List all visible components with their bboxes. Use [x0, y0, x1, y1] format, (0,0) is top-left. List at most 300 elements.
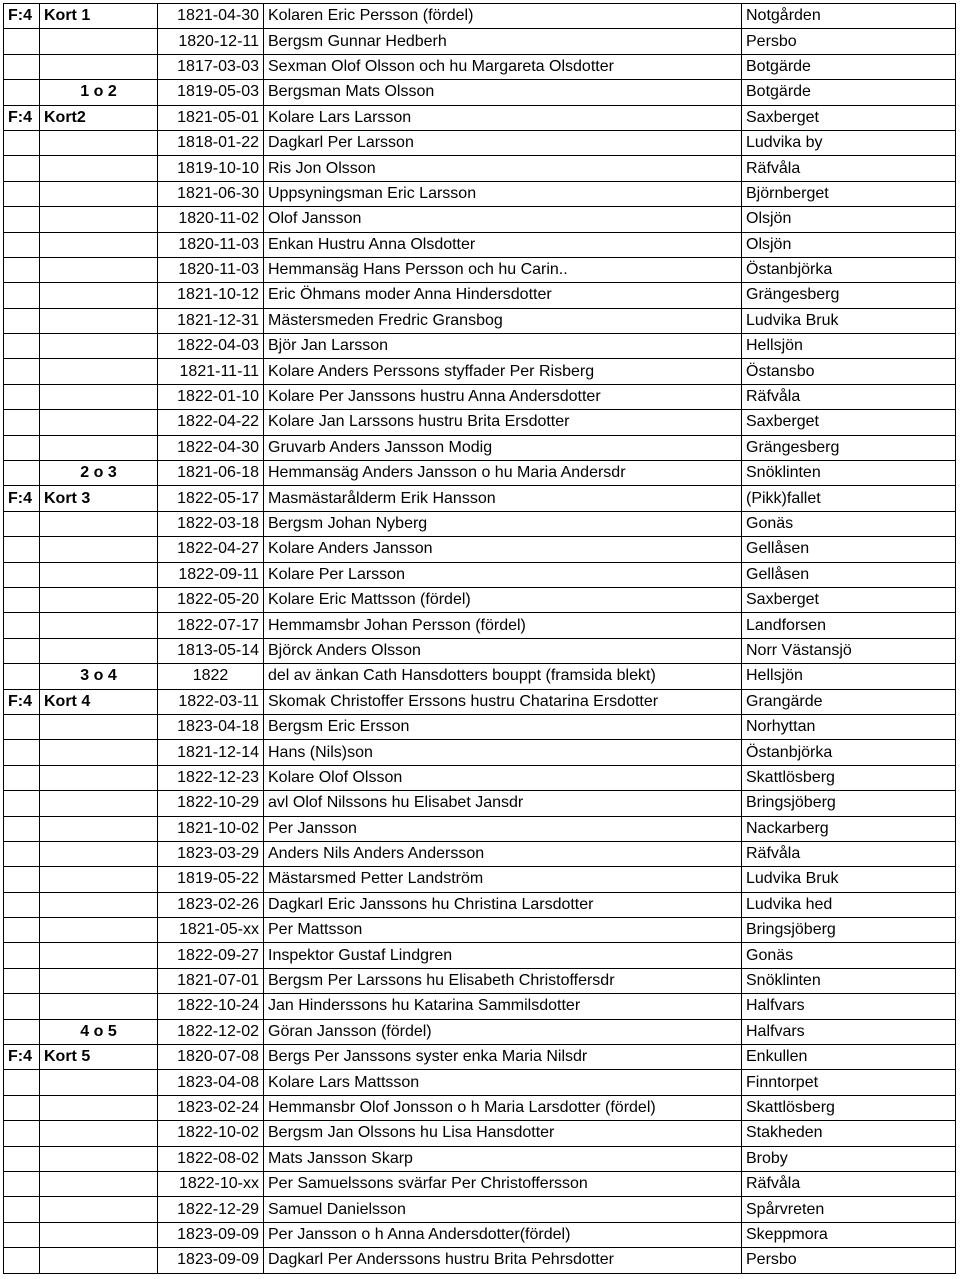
- date-cell: 1822-09-11: [158, 562, 264, 587]
- card-cell: [40, 892, 158, 917]
- place-cell: Spårvreten: [742, 1197, 956, 1222]
- date-cell: 1821-12-14: [158, 740, 264, 765]
- table-row: [4, 181, 956, 206]
- name-cell: Per Jansson o h Anna Andersdotter(fördel): [264, 1222, 742, 1247]
- card-cell: [40, 613, 158, 638]
- table-row: [4, 537, 956, 562]
- card-cell: [40, 435, 158, 460]
- place-cell: Björnberget: [742, 181, 956, 206]
- volume-cell: [4, 435, 40, 460]
- card-cell: [40, 943, 158, 968]
- volume-cell: [4, 511, 40, 536]
- name-cell: Enkan Hustru Anna Olsdotter: [264, 232, 742, 257]
- volume-cell: [4, 816, 40, 841]
- date-cell: 1823-04-08: [158, 1070, 264, 1095]
- place-cell: Ludvika by: [742, 130, 956, 155]
- date-cell: 1823-02-24: [158, 1095, 264, 1120]
- volume-cell: [4, 664, 40, 689]
- place-cell: Landforsen: [742, 613, 956, 638]
- name-cell: Sexman Olof Olsson och hu Margareta Olsdotter: [264, 54, 742, 79]
- table-row: [4, 384, 956, 409]
- table-row: [4, 257, 956, 282]
- table-row: [4, 207, 956, 232]
- volume-cell: [4, 130, 40, 155]
- table-row: [4, 613, 956, 638]
- date-cell: 1821-11-11: [158, 359, 264, 384]
- card-cell: [40, 257, 158, 282]
- place-cell: Skattlösberg: [742, 1095, 956, 1120]
- card-cell: [40, 714, 158, 739]
- table-row: [4, 308, 956, 333]
- name-cell: Per Samuelssons svärfar Per Christoffersson: [264, 1171, 742, 1196]
- date-cell: 1821-10-12: [158, 283, 264, 308]
- name-cell: Gruvarb Anders Jansson Modig: [264, 435, 742, 460]
- date-cell: 1821-06-18: [158, 461, 264, 486]
- place-cell: Grängesberg: [742, 435, 956, 460]
- place-cell: Notgården: [742, 4, 956, 29]
- place-cell: Grängesberg: [742, 283, 956, 308]
- place-cell: Broby: [742, 1146, 956, 1171]
- card-cell: 1 o 2: [40, 80, 158, 105]
- date-cell: 1822-12-29: [158, 1197, 264, 1222]
- place-cell: Stakheden: [742, 1121, 956, 1146]
- volume-cell: [4, 765, 40, 790]
- place-cell: Botgärde: [742, 54, 956, 79]
- name-cell: Bergsm Jan Olssons hu Lisa Hansdotter: [264, 1121, 742, 1146]
- volume-cell: F:4: [4, 4, 40, 29]
- card-cell: Kort 3: [40, 486, 158, 511]
- table-row: [4, 1019, 956, 1044]
- volume-cell: [4, 714, 40, 739]
- volume-cell: [4, 80, 40, 105]
- name-cell: Jan Hinderssons hu Katarina Sammilsdotter: [264, 994, 742, 1019]
- table-row: [4, 54, 956, 79]
- volume-cell: [4, 943, 40, 968]
- date-cell: 1820-07-08: [158, 1045, 264, 1070]
- table-row: [4, 968, 956, 993]
- name-cell: Anders Nils Anders Andersson: [264, 841, 742, 866]
- table-row: [4, 664, 956, 689]
- place-cell: Botgärde: [742, 80, 956, 105]
- name-cell: Uppsyningsman Eric Larsson: [264, 181, 742, 206]
- place-cell: Saxberget: [742, 410, 956, 435]
- place-cell: Grangärde: [742, 689, 956, 714]
- card-cell: Kort2: [40, 105, 158, 130]
- name-cell: Dagkarl Eric Janssons hu Christina Larsdotter: [264, 892, 742, 917]
- table-row: [4, 562, 956, 587]
- date-cell: 1821-05-xx: [158, 918, 264, 943]
- name-cell: Per Jansson: [264, 816, 742, 841]
- place-cell: Gonäs: [742, 943, 956, 968]
- date-cell: 1821-07-01: [158, 968, 264, 993]
- name-cell: Olof Jansson: [264, 207, 742, 232]
- date-cell: 1822-03-11: [158, 689, 264, 714]
- date-cell: 1817-03-03: [158, 54, 264, 79]
- date-cell: 1813-05-14: [158, 638, 264, 663]
- inventory-table-body: [4, 4, 956, 1274]
- date-cell: 1818-01-22: [158, 130, 264, 155]
- date-cell: 1821-06-30: [158, 181, 264, 206]
- volume-cell: [4, 1146, 40, 1171]
- card-cell: [40, 232, 158, 257]
- volume-cell: [4, 918, 40, 943]
- place-cell: Hellsjön: [742, 664, 956, 689]
- date-cell: 1822-10-xx: [158, 1171, 264, 1196]
- card-cell: [40, 816, 158, 841]
- card-cell: [40, 130, 158, 155]
- inventory-table: [3, 3, 956, 1274]
- date-cell: 1820-11-03: [158, 232, 264, 257]
- volume-cell: [4, 1248, 40, 1273]
- date-cell: 1822-10-29: [158, 791, 264, 816]
- volume-cell: [4, 1171, 40, 1196]
- date-cell: 1819-05-22: [158, 867, 264, 892]
- date-cell: 1819-05-03: [158, 80, 264, 105]
- name-cell: Kolare Eric Mattsson (fördel): [264, 587, 742, 612]
- volume-cell: [4, 1197, 40, 1222]
- place-cell: Olsjön: [742, 207, 956, 232]
- card-cell: [40, 994, 158, 1019]
- name-cell: Bergsm Per Larssons hu Elisabeth Christoffersdr: [264, 968, 742, 993]
- date-cell: 1823-09-09: [158, 1248, 264, 1273]
- volume-cell: [4, 334, 40, 359]
- card-cell: [40, 359, 158, 384]
- date-cell: 1822-04-27: [158, 537, 264, 562]
- name-cell: Kolare Per Janssons hustru Anna Andersdotter: [264, 384, 742, 409]
- volume-cell: [4, 29, 40, 54]
- volume-cell: [4, 359, 40, 384]
- volume-cell: [4, 867, 40, 892]
- place-cell: Ludvika hed: [742, 892, 956, 917]
- place-cell: Skattlösberg: [742, 765, 956, 790]
- volume-cell: [4, 994, 40, 1019]
- date-cell: 1823-04-18: [158, 714, 264, 739]
- table-row: [4, 1248, 956, 1273]
- place-cell: Gellåsen: [742, 562, 956, 587]
- card-cell: [40, 918, 158, 943]
- name-cell: Hemmansbr Olof Jonsson o h Maria Larsdotter (fördel): [264, 1095, 742, 1120]
- volume-cell: [4, 1121, 40, 1146]
- volume-cell: [4, 257, 40, 282]
- date-cell: 1822-12-23: [158, 765, 264, 790]
- place-cell: Enkullen: [742, 1045, 956, 1070]
- name-cell: Bergs Per Janssons syster enka Maria Nilsdr: [264, 1045, 742, 1070]
- volume-cell: [4, 638, 40, 663]
- table-row: [4, 892, 956, 917]
- card-cell: [40, 638, 158, 663]
- name-cell: Bergsm Eric Ersson: [264, 714, 742, 739]
- volume-cell: [4, 1019, 40, 1044]
- name-cell: Dagkarl Per Anderssons hustru Brita Pehrsdotter: [264, 1248, 742, 1273]
- table-row: [4, 29, 956, 54]
- place-cell: Persbo: [742, 1248, 956, 1273]
- name-cell: Eric Öhmans moder Anna Hindersdotter: [264, 283, 742, 308]
- table-row: [4, 511, 956, 536]
- table-row: [4, 283, 956, 308]
- table-row: [4, 816, 956, 841]
- table-row: [4, 765, 956, 790]
- card-cell: [40, 511, 158, 536]
- date-cell: 1823-02-26: [158, 892, 264, 917]
- place-cell: Snöklinten: [742, 461, 956, 486]
- place-cell: Räfvåla: [742, 384, 956, 409]
- table-row: [4, 359, 956, 384]
- name-cell: Kolare Anders Perssons styffader Per Risberg: [264, 359, 742, 384]
- card-cell: 4 o 5: [40, 1019, 158, 1044]
- table-row: [4, 232, 956, 257]
- card-cell: [40, 334, 158, 359]
- name-cell: Björ Jan Larsson: [264, 334, 742, 359]
- name-cell: avl Olof Nilssons hu Elisabet Jansdr: [264, 791, 742, 816]
- place-cell: Finntorpet: [742, 1070, 956, 1095]
- volume-cell: [4, 1222, 40, 1247]
- volume-cell: [4, 207, 40, 232]
- date-cell: 1822-10-24: [158, 994, 264, 1019]
- place-cell: Hellsjön: [742, 334, 956, 359]
- date-cell: 1820-12-11: [158, 29, 264, 54]
- place-cell: Skeppmora: [742, 1222, 956, 1247]
- card-cell: [40, 562, 158, 587]
- table-row: [4, 994, 956, 1019]
- volume-cell: [4, 587, 40, 612]
- name-cell: Hemmansäg Hans Persson och hu Carin..: [264, 257, 742, 282]
- date-cell: 1822-07-17: [158, 613, 264, 638]
- place-cell: Räfvåla: [742, 841, 956, 866]
- name-cell: Kolare Lars Mattsson: [264, 1070, 742, 1095]
- place-cell: Östanbjörka: [742, 740, 956, 765]
- place-cell: Halfvars: [742, 994, 956, 1019]
- place-cell: Saxberget: [742, 105, 956, 130]
- card-cell: [40, 1248, 158, 1273]
- volume-cell: F:4: [4, 105, 40, 130]
- card-cell: [40, 1171, 158, 1196]
- date-cell: 1822-05-20: [158, 587, 264, 612]
- card-cell: [40, 841, 158, 866]
- table-row: [4, 80, 956, 105]
- name-cell: Mästarsmed Petter Landström: [264, 867, 742, 892]
- name-cell: del av änkan Cath Hansdotters bouppt (framsida blekt): [264, 664, 742, 689]
- date-cell: 1823-03-29: [158, 841, 264, 866]
- card-cell: [40, 968, 158, 993]
- table-row: [4, 1146, 956, 1171]
- card-cell: [40, 207, 158, 232]
- table-row: [4, 105, 956, 130]
- date-cell: 1822-09-27: [158, 943, 264, 968]
- card-cell: [40, 410, 158, 435]
- name-cell: Mats Jansson Skarp: [264, 1146, 742, 1171]
- date-cell: 1822-10-02: [158, 1121, 264, 1146]
- card-cell: [40, 1070, 158, 1095]
- place-cell: Östanbjörka: [742, 257, 956, 282]
- place-cell: Ludvika Bruk: [742, 308, 956, 333]
- card-cell: [40, 384, 158, 409]
- date-cell: 1821-04-30: [158, 4, 264, 29]
- place-cell: Persbo: [742, 29, 956, 54]
- place-cell: Bringsjöberg: [742, 918, 956, 943]
- name-cell: Björck Anders Olsson: [264, 638, 742, 663]
- table-row: [4, 587, 956, 612]
- volume-cell: [4, 232, 40, 257]
- place-cell: Bringsjöberg: [742, 791, 956, 816]
- card-cell: [40, 791, 158, 816]
- volume-cell: [4, 181, 40, 206]
- volume-cell: [4, 791, 40, 816]
- card-cell: [40, 181, 158, 206]
- date-cell: 1820-11-03: [158, 257, 264, 282]
- name-cell: Kolare Olof Olsson: [264, 765, 742, 790]
- card-cell: [40, 54, 158, 79]
- name-cell: Kolare Jan Larssons hustru Brita Ersdotter: [264, 410, 742, 435]
- place-cell: Östansbo: [742, 359, 956, 384]
- table-row: [4, 943, 956, 968]
- card-cell: [40, 308, 158, 333]
- card-cell: [40, 1121, 158, 1146]
- date-cell: 1821-10-02: [158, 816, 264, 841]
- volume-cell: [4, 613, 40, 638]
- table-row: [4, 867, 956, 892]
- date-cell: 1819-10-10: [158, 156, 264, 181]
- volume-cell: [4, 156, 40, 181]
- table-row: [4, 918, 956, 943]
- date-cell: 1822-03-18: [158, 511, 264, 536]
- place-cell: Gonäs: [742, 511, 956, 536]
- place-cell: Halfvars: [742, 1019, 956, 1044]
- table-row: [4, 689, 956, 714]
- card-cell: [40, 1222, 158, 1247]
- name-cell: Skomak Christoffer Erssons hustru Chatarina Ersdotter: [264, 689, 742, 714]
- card-cell: Kort 1: [40, 4, 158, 29]
- date-cell: 1822-04-30: [158, 435, 264, 460]
- table-row: [4, 130, 956, 155]
- volume-cell: [4, 968, 40, 993]
- volume-cell: [4, 562, 40, 587]
- volume-cell: [4, 410, 40, 435]
- name-cell: Kolaren Eric Persson (fördel): [264, 4, 742, 29]
- volume-cell: F:4: [4, 689, 40, 714]
- date-cell: 1822-08-02: [158, 1146, 264, 1171]
- card-cell: [40, 283, 158, 308]
- table-row: [4, 740, 956, 765]
- card-cell: [40, 537, 158, 562]
- date-cell: 1822: [158, 664, 264, 689]
- name-cell: Mästersmeden Fredric Gransbog: [264, 308, 742, 333]
- date-cell: 1820-11-02: [158, 207, 264, 232]
- name-cell: Bergsman Mats Olsson: [264, 80, 742, 105]
- table-row: [4, 1121, 956, 1146]
- volume-cell: [4, 740, 40, 765]
- table-row: [4, 1197, 956, 1222]
- table-row: [4, 714, 956, 739]
- table-row: [4, 1222, 956, 1247]
- name-cell: Dagkarl Per Larsson: [264, 130, 742, 155]
- place-cell: Snöklinten: [742, 968, 956, 993]
- name-cell: Hemmansäg Anders Jansson o hu Maria Andersdr: [264, 461, 742, 486]
- card-cell: 3 o 4: [40, 664, 158, 689]
- date-cell: 1822-04-22: [158, 410, 264, 435]
- name-cell: Inspektor Gustaf Lindgren: [264, 943, 742, 968]
- card-cell: [40, 1197, 158, 1222]
- table-row: [4, 1095, 956, 1120]
- volume-cell: [4, 308, 40, 333]
- volume-cell: [4, 841, 40, 866]
- volume-cell: F:4: [4, 486, 40, 511]
- card-cell: Kort 4: [40, 689, 158, 714]
- volume-cell: [4, 54, 40, 79]
- date-cell: 1822-01-10: [158, 384, 264, 409]
- place-cell: Olsjön: [742, 232, 956, 257]
- volume-cell: [4, 1070, 40, 1095]
- volume-cell: [4, 461, 40, 486]
- place-cell: Ludvika Bruk: [742, 867, 956, 892]
- table-row: [4, 486, 956, 511]
- name-cell: Kolare Anders Jansson: [264, 537, 742, 562]
- place-cell: Räfvåla: [742, 1171, 956, 1196]
- name-cell: Hemmamsbr Johan Persson (fördel): [264, 613, 742, 638]
- date-cell: 1822-12-02: [158, 1019, 264, 1044]
- table-row: [4, 791, 956, 816]
- volume-cell: [4, 283, 40, 308]
- volume-cell: [4, 537, 40, 562]
- date-cell: 1822-05-17: [158, 486, 264, 511]
- place-cell: Norr Västansjö: [742, 638, 956, 663]
- place-cell: Saxberget: [742, 587, 956, 612]
- card-cell: 2 o 3: [40, 461, 158, 486]
- date-cell: 1821-05-01: [158, 105, 264, 130]
- date-cell: 1822-04-03: [158, 334, 264, 359]
- volume-cell: [4, 892, 40, 917]
- table-row: [4, 156, 956, 181]
- date-cell: 1823-09-09: [158, 1222, 264, 1247]
- name-cell: Kolare Per Larsson: [264, 562, 742, 587]
- table-row: [4, 1171, 956, 1196]
- name-cell: Hans (Nils)son: [264, 740, 742, 765]
- name-cell: Göran Jansson (fördel): [264, 1019, 742, 1044]
- table-row: [4, 435, 956, 460]
- name-cell: Ris Jon Olsson: [264, 156, 742, 181]
- place-cell: Räfvåla: [742, 156, 956, 181]
- name-cell: Kolare Lars Larsson: [264, 105, 742, 130]
- place-cell: Norhyttan: [742, 714, 956, 739]
- card-cell: [40, 1146, 158, 1171]
- place-cell: (Pikk)fallet: [742, 486, 956, 511]
- card-cell: [40, 156, 158, 181]
- card-cell: [40, 740, 158, 765]
- card-cell: Kort 5: [40, 1045, 158, 1070]
- name-cell: Bergsm Gunnar Hedberh: [264, 29, 742, 54]
- table-row: [4, 410, 956, 435]
- volume-cell: [4, 1095, 40, 1120]
- card-cell: [40, 765, 158, 790]
- table-row: [4, 1070, 956, 1095]
- card-cell: [40, 587, 158, 612]
- table-row: [4, 4, 956, 29]
- place-cell: Nackarberg: [742, 816, 956, 841]
- volume-cell: F:4: [4, 1045, 40, 1070]
- table-row: [4, 461, 956, 486]
- name-cell: Masmästarålderm Erik Hansson: [264, 486, 742, 511]
- name-cell: Bergsm Johan Nyberg: [264, 511, 742, 536]
- place-cell: Gellåsen: [742, 537, 956, 562]
- card-cell: [40, 867, 158, 892]
- table-row: [4, 638, 956, 663]
- name-cell: Per Mattsson: [264, 918, 742, 943]
- card-cell: [40, 29, 158, 54]
- volume-cell: [4, 384, 40, 409]
- card-cell: [40, 1095, 158, 1120]
- date-cell: 1821-12-31: [158, 308, 264, 333]
- table-row: [4, 1045, 956, 1070]
- table-row: [4, 841, 956, 866]
